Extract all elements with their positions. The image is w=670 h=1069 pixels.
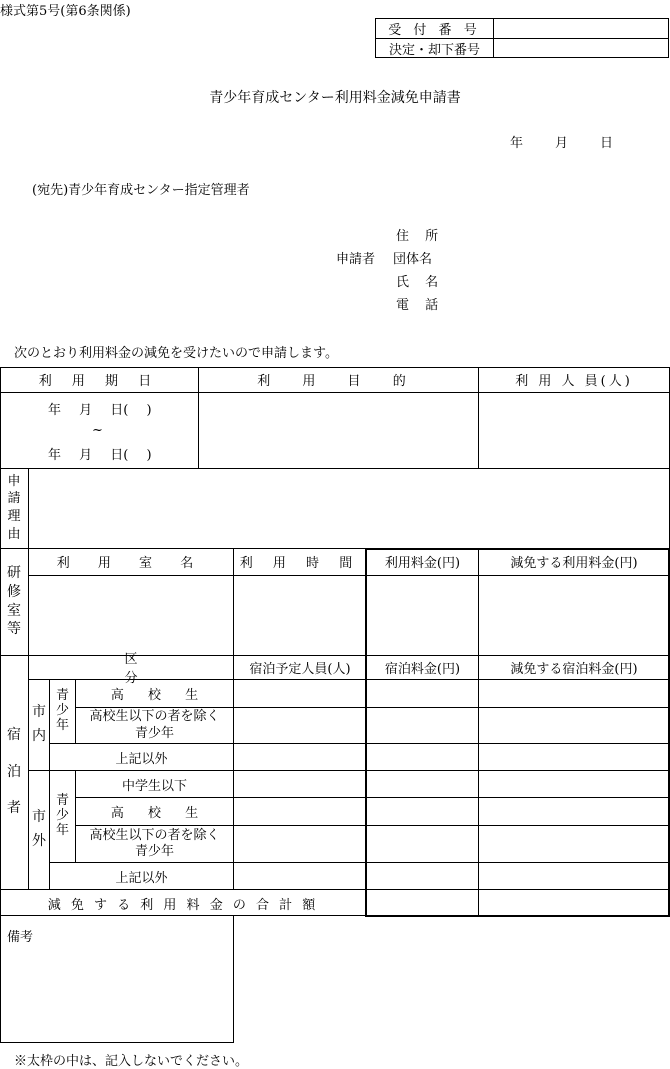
lodging-fee-header: 宿泊料金(円) — [384, 661, 461, 677]
city-out-row-junior-high: 中学生以下 — [121, 778, 187, 794]
reception-number-field[interactable] — [494, 19, 668, 38]
lodging-reduced-fee-header: 減免する宿泊料金(円) — [510, 661, 638, 677]
usage-people-field[interactable] — [479, 393, 669, 468]
training-time-header: 利 用 時 間 — [239, 556, 361, 571]
total-reduction-label: 減 免 す る 利 用 料 金 の 合 計 額 — [47, 897, 319, 913]
addressee: (宛先)青少年育成センター指定管理者 — [32, 183, 250, 198]
city-out-row-other-youth: 高校生以下の者を除く 青少年 — [89, 827, 220, 859]
form-number: 様式第5号(第6条関係) — [0, 4, 131, 19]
applicant-address-label: 住 所 — [396, 229, 445, 244]
city-in-row-other-youth: 高校生以下の者を除く 青少年 — [89, 709, 220, 741]
usage-date-to: 年 月 日( ) — [48, 448, 152, 463]
reception-box — [375, 18, 669, 58]
applicant-name-label: 氏 名 — [396, 275, 445, 290]
applicant-label: 申請者 — [336, 252, 376, 267]
city-in-youth-label: 青 少 年 — [55, 688, 69, 733]
usage-purpose-field[interactable] — [199, 393, 478, 468]
page-title: 青少年育成センター利用料金減免申請書 — [209, 90, 461, 106]
footnote: ※太枠の中は、記入しないでください。 — [14, 1054, 249, 1069]
city-in-row-others: 上記以外 — [115, 751, 168, 767]
training-fee-header: 利用料金(円) — [384, 556, 461, 571]
city-out-row-high-school: 高 校 生 — [110, 806, 209, 821]
city-in-label: 市 内 — [32, 704, 46, 744]
remarks-box[interactable] — [0, 916, 234, 1043]
city-out-label: 市 外 — [32, 809, 46, 849]
reason-label: 申 請 理 由 — [7, 473, 21, 542]
decision-number-field[interactable] — [494, 39, 668, 57]
lodging-side-label: 宿 泊 者 — [7, 727, 21, 817]
decision-number-label: 決定・却下番号 — [388, 43, 480, 58]
reason-field[interactable] — [29, 469, 669, 548]
usage-period-header: 利 用 期 日 — [38, 374, 160, 389]
lodging-category-header: 区 分 — [124, 652, 198, 686]
usage-date-from: 年 月 日( ) — [48, 403, 152, 418]
lodging-planned-people-header: 宿泊予定人員(人) — [249, 661, 351, 677]
intro-text: 次のとおり利用料金の減免を受けたいので申請します。 — [14, 346, 338, 361]
lodging-planned-people-fields[interactable] — [234, 680, 366, 889]
training-time-field[interactable] — [234, 576, 366, 655]
applicant-group-label: 団体名 — [393, 252, 433, 267]
training-room-name-field[interactable] — [29, 576, 233, 655]
city-out-youth-label: 青 少 年 — [55, 793, 69, 838]
usage-date-tilde: ~ — [92, 423, 103, 438]
city-out-row-others: 上記以外 — [115, 870, 168, 886]
training-room-name-header: 利 用 室 名 — [56, 556, 206, 571]
city-in-row-high-school: 高 校 生 — [110, 688, 209, 703]
reception-number-label: 受 付 番 号 — [388, 23, 481, 38]
remarks-label: 備考 — [7, 930, 34, 945]
training-side-label: 研 修 室 等 — [7, 564, 21, 638]
training-reduced-fee-header: 減免する利用料金(円) — [510, 556, 638, 571]
applicant-phone-label: 電 話 — [396, 298, 445, 313]
usage-people-header: 利 用 人 員(人) — [515, 374, 633, 389]
usage-purpose-header: 利 用 目 的 — [257, 374, 420, 389]
